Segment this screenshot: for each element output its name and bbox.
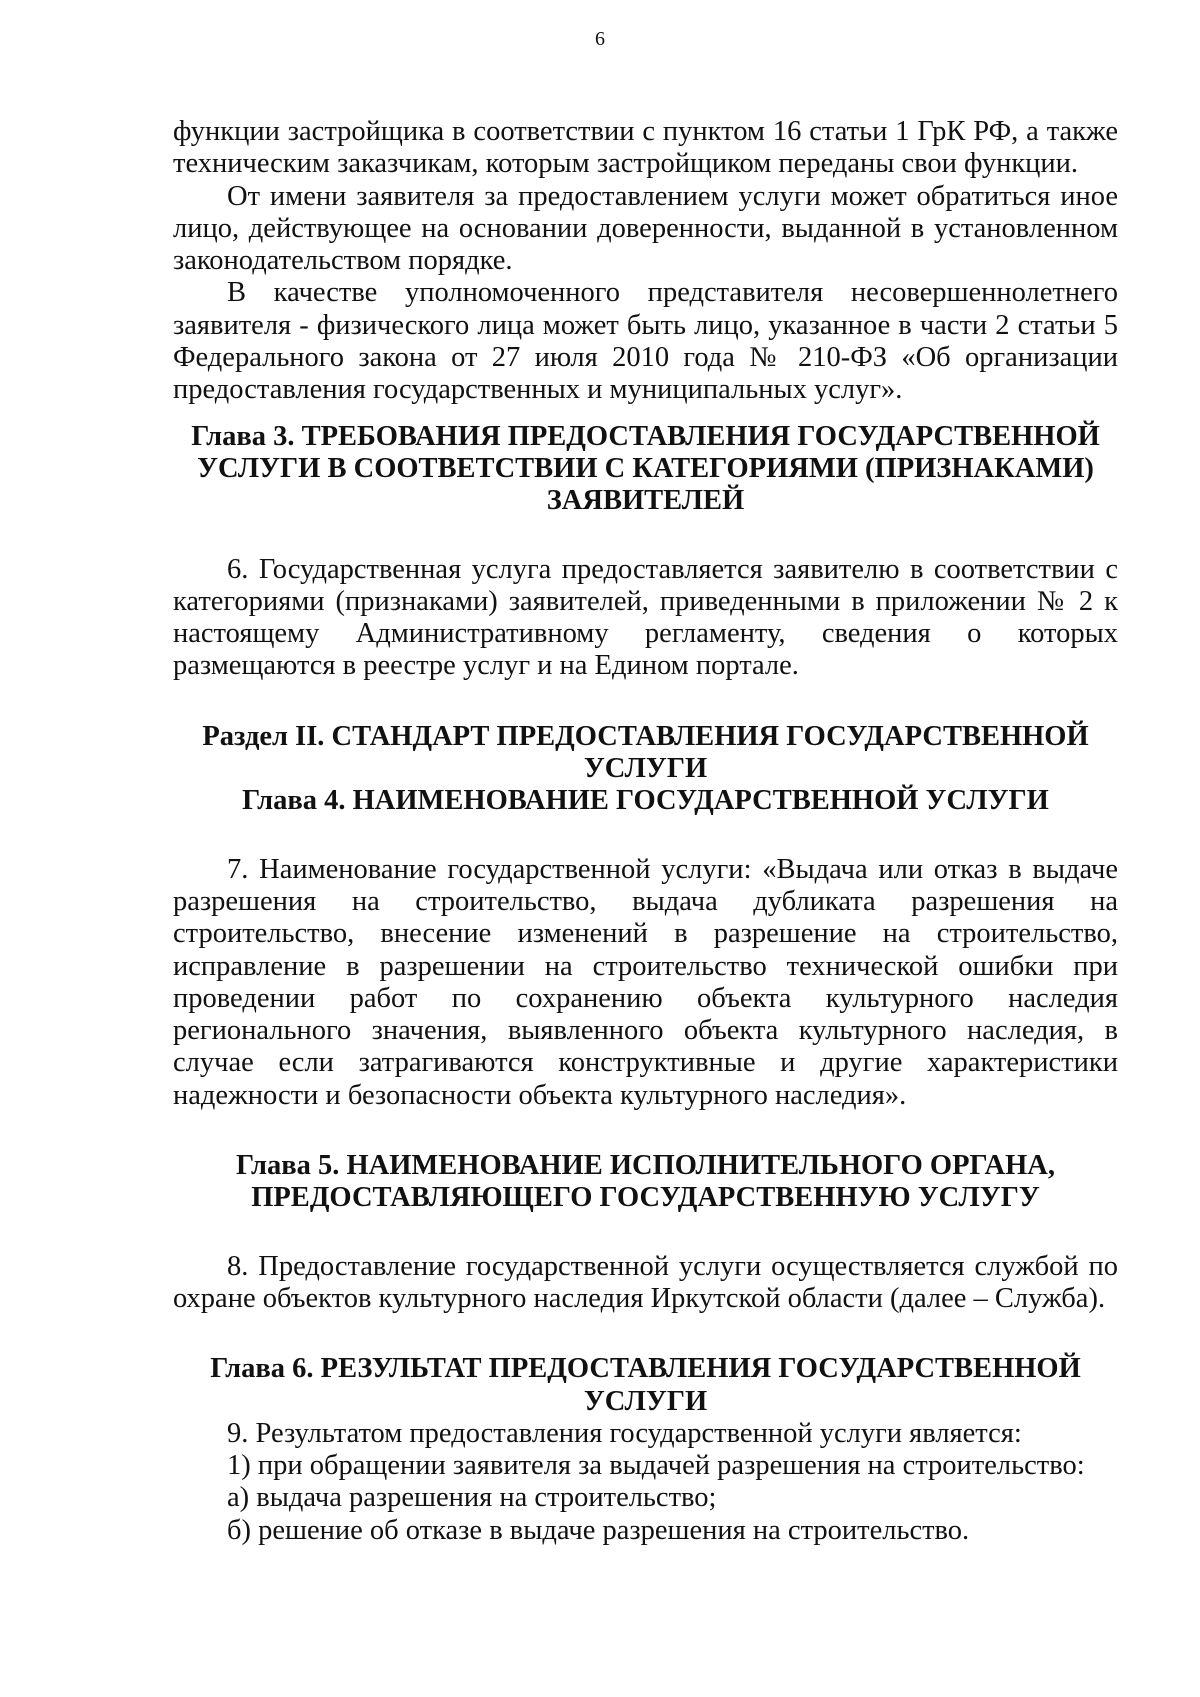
paragraph-proxy-applicant: От имени заявителя за предоставлением услуги может обратиться иное лицо, действующее на основании доверенности, выданной в установленном законодательством порядке. — [173, 180, 1118, 277]
section-2-heading-line: Раздел II. СТАНДАРТ ПРЕДОСТАВЛЕНИЯ ГОСУДАРСТВЕННОЙ — [202, 720, 1089, 752]
section-2-heading-line: УСЛУГИ — [583, 753, 708, 785]
chapter-6-heading — [173, 1353, 1118, 1418]
chapter-3-heading-line: ЗАЯВИТЕЛЕЙ — [546, 485, 745, 517]
chapter-5-heading — [173, 1150, 1118, 1215]
chapter-3-heading-line: УСЛУГИ В СООТВЕТСТВИИ С КАТЕГОРИЯМИ (ПРИЗНАКАМИ) — [197, 452, 1094, 484]
paragraph-6: 6. Государственная услуга предоставляется заявителю в соответствии с категориями (признаками) заявителей, приведенными в приложении № 2 к настоящему Административному регламенту, сведения о которых размещаются в реестре услуг и на Едином портале. — [173, 553, 1118, 682]
list-item: а) выдача разрешения на строительство; — [227, 1482, 717, 1514]
chapter-3-heading — [173, 421, 1118, 518]
chapter-6-heading-line: УСЛУГИ — [583, 1385, 708, 1417]
chapter-6-heading-line: Глава 6. РЕЗУЛЬТАТ ПРЕДОСТАВЛЕНИЯ ГОСУДАРСТВЕННОЙ — [210, 1353, 1081, 1385]
page-number: 6 — [595, 28, 605, 50]
chapter-3-heading-line: Глава 3. ТРЕБОВАНИЯ ПРЕДОСТАВЛЕНИЯ ГОСУДАРСТВЕННОЙ — [191, 420, 1100, 452]
chapter-5-heading-line: Глава 5. НАИМЕНОВАНИЕ ИСПОЛНИТЕЛЬНОГО ОРГАНА, — [236, 1150, 1055, 1182]
paragraph-9: 9. Результатом предоставления государственной услуги является: — [227, 1417, 1022, 1449]
list-item: 1) при обращении заявителя за выдачей разрешения на строительство: — [227, 1450, 1085, 1482]
list-item: б) решение об отказе в выдаче разрешения на строительство. — [227, 1514, 970, 1546]
paragraph-7: 7. Наименование государственной услуги: «Выдача или отказ в выдаче разрешения на строительство, выдача дубликата разрешения на строительство, внесение изменений в разрешение на строительство, исправление в разрешении на строительство технической ошибки при проведении работ по сохранению объекта культурного наследия регионального значения, выявленного объекта культурного наследия, в случае если затрагиваются конструктивные и другие характеристики надежности и безопасности объекта культурного наследия». — [173, 853, 1118, 1111]
chapter-5-heading-line: ПРЕДОСТАВЛЯЮЩЕГО ГОСУДАРСТВЕННУЮ УСЛУГУ — [251, 1182, 1040, 1214]
document-body — [173, 116, 1118, 1547]
chapter-4-heading: Глава 4. НАИМЕНОВАНИЕ ГОСУДАРСТВЕННОЙ УСЛУГИ — [242, 785, 1049, 817]
paragraph-minor-representative: В качестве уполномоченного представителя несовершеннолетнего заявителя - физического лица может быть лицо, указанное в части 2 статьи 5 Федерального закона от 27 июля 2010 года № 210-ФЗ «Об организации предоставления государственных и муниципальных услуг». — [173, 277, 1118, 406]
paragraph-8: 8. Предоставление государственной услуги осуществляется службой по охране объектов культурного наследия Иркутской области (далее – Служба). — [173, 1250, 1118, 1314]
paragraph-developer-functions: функции застройщика в соответствии с пунктом 16 статьи 1 ГрК РФ, а также техническим заказчикам, которым застройщиком переданы свои функции. — [173, 116, 1118, 180]
section-2-heading — [173, 721, 1118, 786]
